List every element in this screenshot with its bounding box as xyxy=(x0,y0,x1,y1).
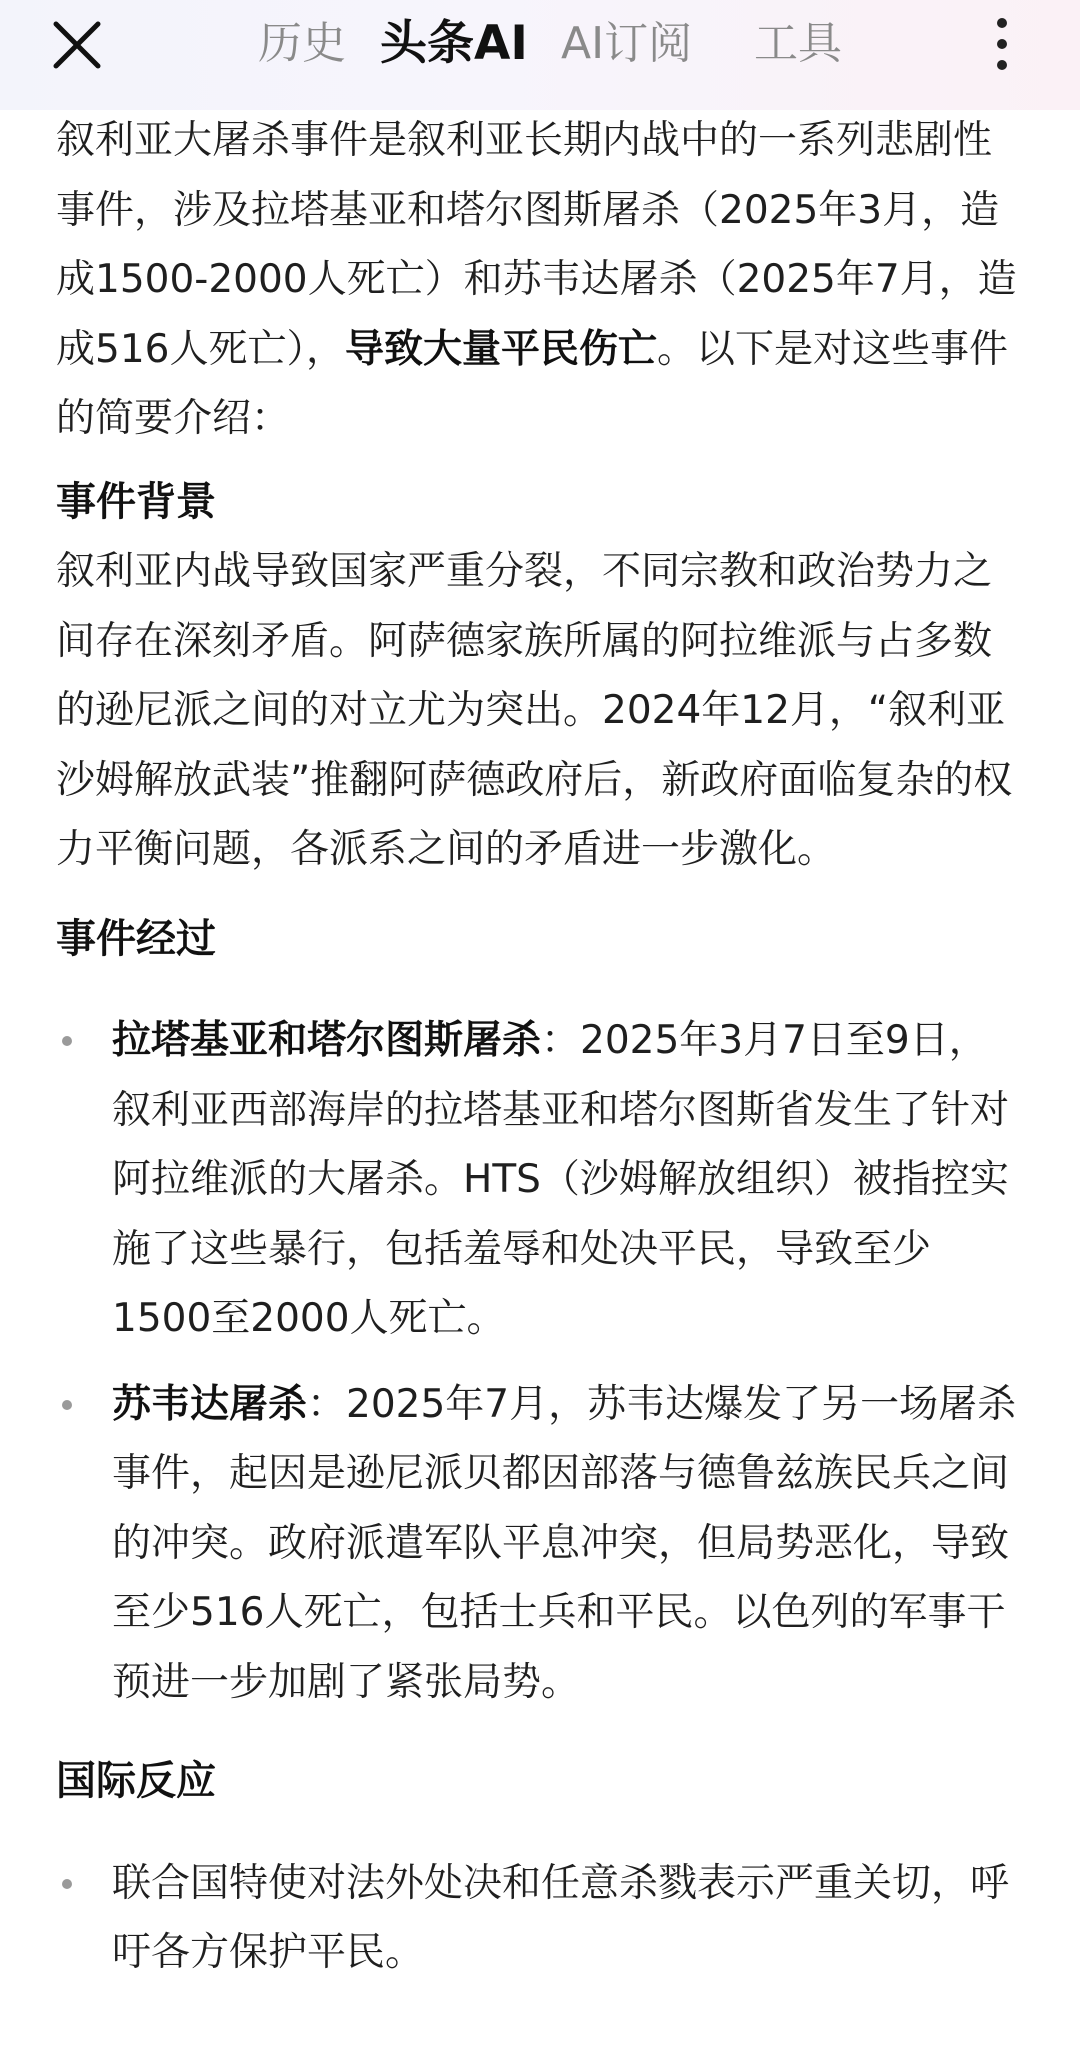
article-content xyxy=(56,106,1026,1988)
bullet-icon xyxy=(62,1879,72,1889)
intro-paragraph xyxy=(56,106,1026,454)
process-list xyxy=(56,1006,1026,1717)
bullet-icon xyxy=(62,1400,72,1410)
intro-end-text: 。以下是对这些事件的简要介绍： xyxy=(56,326,1008,441)
process-heading: 事件经过 xyxy=(56,915,216,962)
background-heading: 事件背景 xyxy=(56,478,216,525)
background-paragraph: 叙利亚内战导致国家严重分裂，不同宗教和政治势力之间存在深刻矛盾。阿萨德家族所属的阿拉维派与占多数的逊尼派之间的对立尤为突出。2024年12月，“叙利亚沙姆解放武装”推翻阿萨德政府后，新政府面临复杂的权力平衡问题，各派系之间的矛盾进一步激化。 xyxy=(56,549,1013,872)
list-item-title: 拉塔基亚和塔尔图斯屠杀 xyxy=(112,1018,542,1063)
tab-toutiao-ai[interactable]: 头条AI xyxy=(380,16,528,71)
intro-text: 叙利亚大屠杀事件是叙利亚长期内战中的一系列悲剧性事件，涉及拉塔基亚和塔尔图斯屠杀（2025年3月，造成1500-2000人死亡）和苏韦达屠杀（2025年7月，造成516人死亡）， xyxy=(56,118,1017,372)
top-navigation-bar xyxy=(0,0,1080,88)
tab-tools[interactable]: 工具 xyxy=(754,18,842,69)
more-vertical-icon[interactable] xyxy=(980,14,1024,74)
tab-bar xyxy=(0,12,1080,76)
list-item xyxy=(56,1370,1026,1718)
list-item-text: 联合国特使对法外处决和任意杀戮表示严重关切，呼吁各方保护平民。 xyxy=(112,1860,1010,1975)
list-item-title: 苏韦达屠杀 xyxy=(112,1381,308,1427)
list-item xyxy=(56,1006,1026,1354)
tab-ai-subscription[interactable]: AI订阅 xyxy=(561,18,693,69)
intro-bold-text: 导致大量平民伤亡 xyxy=(344,326,657,372)
list-item-text: ：2025年7月，苏韦达爆发了另一场屠杀事件，起因是逊尼派贝都因部落与德鲁兹族民兵之间的冲突。政府派遣军队平息冲突，但局势恶化，导致至少516人死亡，包括士兵和平民。以色列的军事干预进一步加剧了紧张局势。 xyxy=(112,1381,1017,1705)
list-item xyxy=(56,1849,1026,1988)
tab-history[interactable]: 历史 xyxy=(258,18,346,69)
list-item-text: ：2025年3月7日至9日，叙利亚西部海岸的拉塔基亚和塔尔图斯省发生了针对阿拉维派的大屠杀。HTS（沙姆解放组织）被指控实施了这些暴行，包括羞辱和处决平民，导致至少1500至2000人死亡。 xyxy=(112,1018,1010,1341)
international-heading: 国际反应 xyxy=(56,1758,216,1804)
international-list xyxy=(56,1849,1026,1988)
bullet-icon xyxy=(62,1036,72,1046)
